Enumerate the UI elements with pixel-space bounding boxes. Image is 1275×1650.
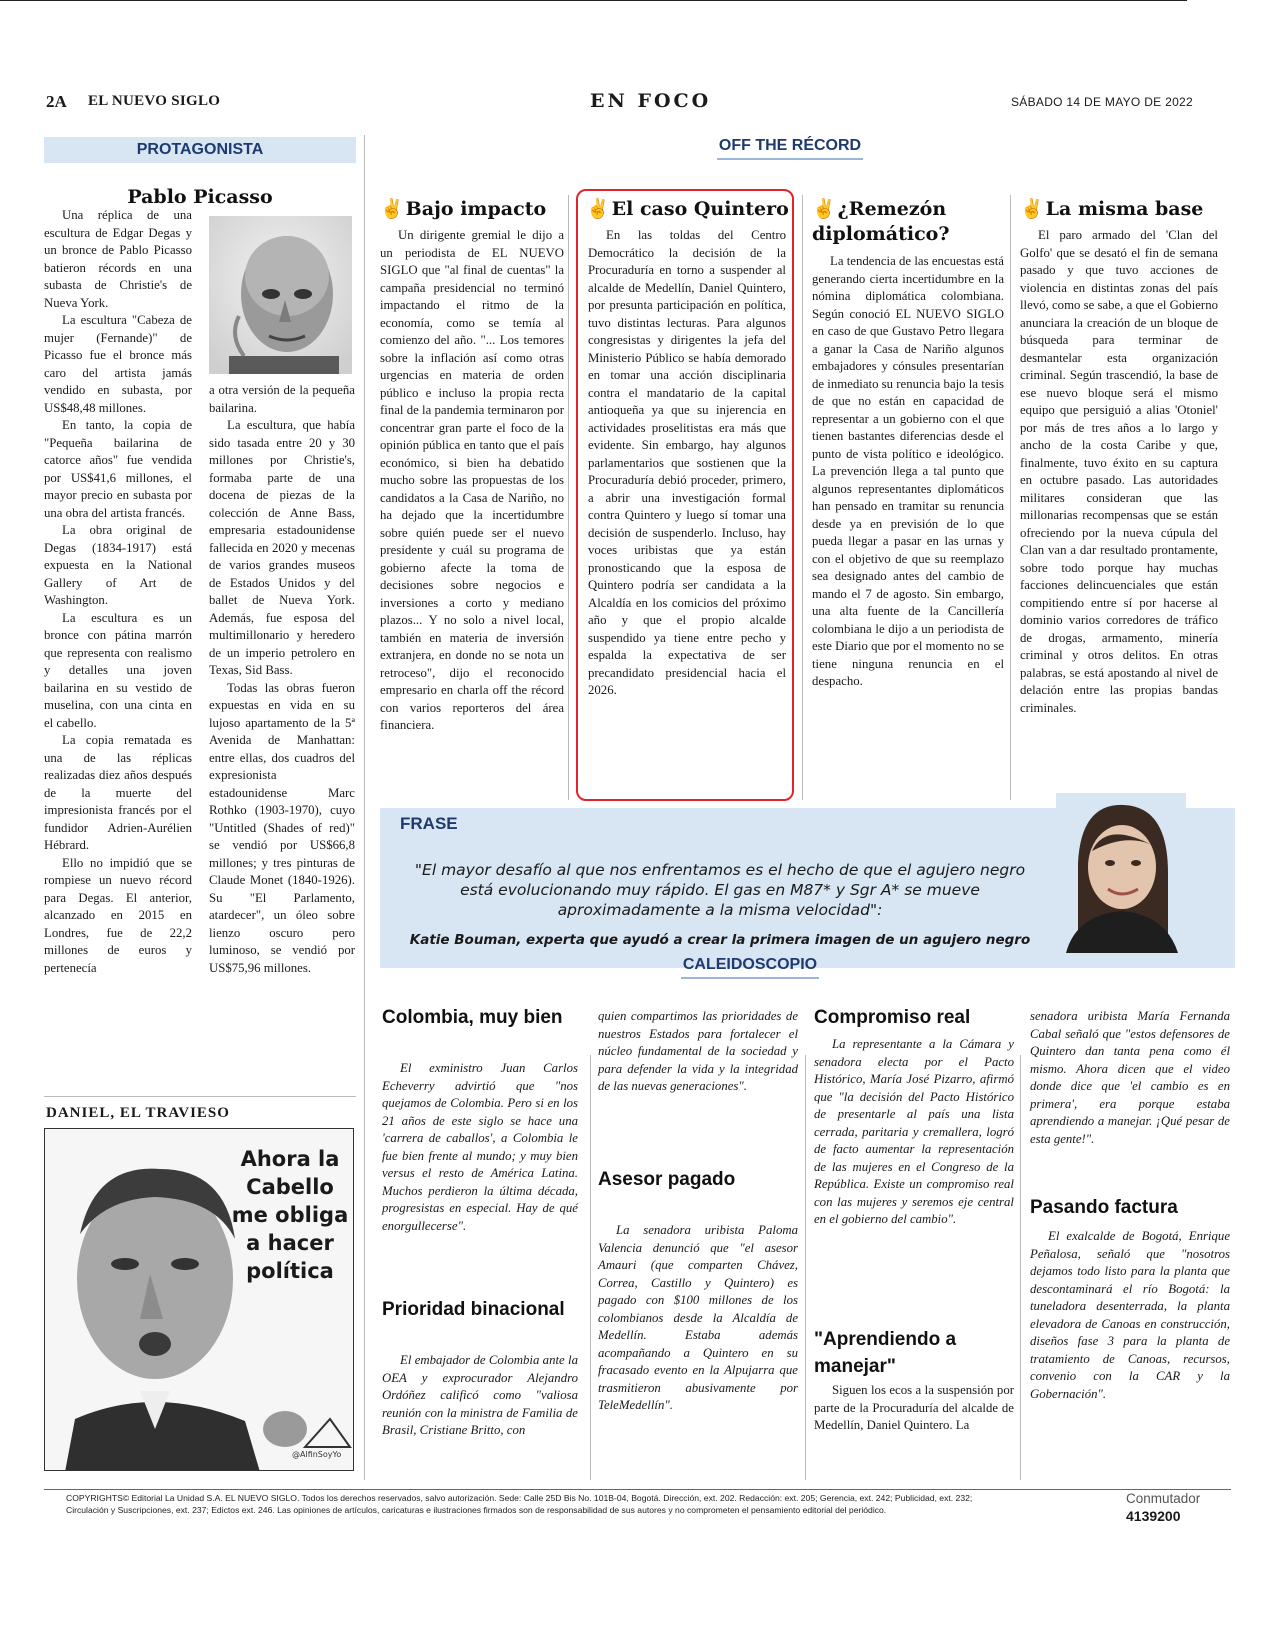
paragraph: En tanto, la copia de "Pequeña bailarina de catorce años" fue vendida por US$41,6 millones, el mayor precio en subasta por una obra del artista francés. [44, 418, 192, 520]
column-divider [590, 1055, 591, 1480]
article-title-text: ¿Remezón diplomático? [812, 198, 950, 245]
highlight-box [576, 189, 794, 801]
frase-quote: "El mayor desafío al que nos enfrentamos es el hecho de que el agujero negro está evolucionando muy rápido. El gas en M87* y Sgr A* se mueve aproximadamente a la misma velocidad": [414, 861, 1026, 919]
picasso-photo [209, 216, 352, 374]
peace-hand-icon: ✌ [380, 198, 404, 220]
section-divider [44, 1096, 356, 1097]
protagonista-col1 [44, 207, 192, 977]
article-title-text: El caso Quintero [611, 198, 789, 220]
cal-body-cabal [1030, 1008, 1230, 1148]
cal-body-compromiso [814, 1036, 1014, 1229]
protagonista-title: Pablo Picasso [127, 186, 273, 208]
paragraph: La copia rematada es una de las réplicas realizadas diez años después de la muerte del impresionista francés por el fundidor Adrien-Aurélien Hébrard. [44, 733, 192, 852]
paragraph: La escultura es un bronce con pátina marrón que representa con realismo y detalles una joven bailarina en su vestido de muselina, con una cinta en el cabello. [44, 610, 192, 730]
paragraph: Una réplica de una escultura de Edgar Degas y un bronce de Pablo Picasso batieron récords en una subasta de Christie's de Nueva York. [44, 208, 192, 310]
conmutador-number: 4139200 [1126, 1508, 1181, 1524]
section-title: EN FOCO [590, 90, 712, 112]
paragraph: Ello no impidió que se rompiese un nuevo récord para Degas. El anterior, alcanzado en 2015 en Londres, fue de 22,2 millones de euros y pertenecía [44, 855, 192, 975]
cartoon-speech: Ahora la Cabello me obliga a hacer política [231, 1147, 349, 1283]
footer-line: COPYRIGHTS© Editorial La Unidad S.A. EL NUEVO SIGLO. Todos los derechos reservados, salvo autorización. Sede: Calle 25D Bis No. 101B-04, Bogotá. Dirección, ext. 202. Redacción: ext. 205; Gerencia, ext. 242; Publicidad, ext. 232; [66, 1493, 973, 1503]
cal-body-aprendiendo [814, 1382, 1014, 1435]
conmutador-label: Conmutador [1126, 1491, 1201, 1506]
header-rule [0, 0, 1187, 1]
protagonista-label: PROTAGONISTA [44, 137, 356, 163]
cartoon-label: DANIEL, EL TRAVIESO [46, 1105, 230, 1121]
paragraph: La escultura "Cabeza de mujer (Fernande)" de Picasso fue el bronce más caro del artista jamás vendido en subasta, por US$48,48 millones. [44, 313, 192, 415]
newspaper-name: EL NUEVO SIGLO [88, 93, 221, 109]
cal-body-colombia [382, 1060, 578, 1235]
paragraph: La tendencia de las encuestas está generando cierta incertidumbre en la nómina diplomática colombiana. Según conoció EL NUEVO SIGLO en caso de que Gustavo Petro llegara a ganar la Casa de Nariño algunos embajadores y cónsules presentarían de inmediato su renuncia bajo la tesis de que no están en capacidad de representar a un gobierno con el que tienen bastantes diferencias desde el punto de vista político e ideológico. La prevención llega a tal punto que algunos representantes diplomáticos han pensado en tramitar su renuncia desde ya en previsión de lo que pueda llegar a pasar en las urnas y con el objetivo de que su reemplazo sea designado antes del cambio de mando el 7 de agosto. Sin embargo, una alta fuente de la Cancillería colombiana le dijo a un periodista de este Diario que por el momento no se tiene ninguna renuncia en el despacho. [812, 254, 1004, 688]
cal-title-aprendiendo: "Aprendiendo a manejar" [814, 1329, 957, 1377]
paragraph: senadora uribista María Fernanda Cabal señaló que "estos defensores de Quintero dan tanta pena como él mismo. Ahora dicen que el video donde dice que 'el cambio es en primera', era porque estaba aprendiendo a manejar. ¡Qué pesar de esta gente!". [1030, 1009, 1230, 1146]
cal-body-continued [598, 1008, 798, 1096]
peace-hand-icon: ✌ [812, 198, 836, 220]
footer-line: Circulación y Suscripciones, ext. 237; Edictos ext. 246. Las opiniones de artículos, caricaturas e ilustraciones firmados son de responsabilidad de sus autores y no comprometen el pensamiento editorial del periódico. [66, 1505, 887, 1515]
bouman-photo [1056, 793, 1186, 953]
paragraph: El paro armado del 'Clan del Golfo' que se desató el fin de semana pasado y que tuvo acciones de violencia en distintas zonas del país llevó, como se sabe, a que el Gobierno anunciara la creación de un bloque de búsqueda para terminar de desmantelar esta organización criminal. Según trascendió, la base de ese nuevo bloque será el mismo equipo que persiguió a alias 'Otoniel' por más de tres años a lo largo y ancho de la costa Caribe y que, finalmente, tuvo éxito en su captura en octubre pasado. Las autoridades militares consideran que las millonarias recompensas que se están ofreciendo por la nueva cúpula del Clan van a dar resultado prontamente, sobre todo porque hay muchas facciones delincuenciales que están compitiendo entre sí por hacerse al dominio varios corredores de tráfico de drogas, armamento, minería criminal y otros delitos. En otras palabras, se está apostando al nivel de delación entre las propias bandas criminales. [1020, 228, 1218, 715]
off-record-label-text: OFF THE RÉCORD [717, 137, 863, 160]
paragraph: quien compartimos las prioridades de nuestros Estados para fortalecer el núcleo fundamental de la sociedad y para defender la vida y la integridad de las nuevas generaciones". [598, 1009, 798, 1093]
article-title-misma-base [1020, 197, 1230, 222]
paragraph: El embajador de Colombia ante la OEA y exprocurador Alejandro Ordóñez calificó como "valiosa reunión con la ministra de Familia de Brasil, Cristiane Britto, con [382, 1353, 578, 1437]
cal-body-asesor [598, 1222, 798, 1415]
issue-date: SÁBADO 14 DE MAYO DE 2022 [1010, 95, 1193, 109]
frase-attribution: Katie Bouman, experta que ayudó a crear la primera imagen de un agujero negro [409, 932, 1031, 948]
column-divider [802, 195, 803, 800]
cal-title-asesor: Asesor pagado [598, 1169, 736, 1190]
cal-body-pasando [1030, 1228, 1230, 1403]
column-divider [1020, 1055, 1021, 1480]
page-number: 2A [46, 92, 67, 111]
cal-title-prioridad: Prioridad binacional [382, 1299, 565, 1320]
frase-label: FRASE [400, 814, 458, 833]
paragraph: Un dirigente gremial le dijo a un periodista de EL NUEVO SIGLO que "al final de cuentas" la campaña presidencial no terminó impactando el ritmo de la economía, como se temía al comienzo del año. "... Los temores sobre la inflación así como otras urgencias en materia de orden público e incluso la propia recta final de la pandemia terminaron por concentrar gran parte el foco de la opinión pública en tanto que el país económico, si bien ha debatido mucho sobre las propuestas de los candidatos a la Casa de Nariño, no ha dejado que la incertidumbre sobre quién puede ser el nuevo presidente y cuál su programa de gobierno afecte la toma de decisiones sobre negocios e inversiones a corto y mediano plazos... Y no solo a nivel local, también en materia de inversión extranjera, en donde no se nota un retroceso", dijo el reconocido empresario en charla off the récord con varios reporteros del área financiera. [380, 228, 564, 732]
peace-hand-icon: ✌ [586, 198, 610, 220]
article-title-bajo-impacto [380, 197, 570, 222]
paragraph: El exministro Juan Carlos Echeverry advirtió que "nos quejamos de Colombia. Pero si en los 21 años de este siglo se hace una 'carrera de caballos', a Colombia le fue bien frente al mundo; y muy bien versus el resto de América Latina. Muchos perdieron la última década, progresistas en especial. Hay de qué enorgullecerse". [382, 1061, 578, 1233]
article-title-text: Bajo impacto [405, 198, 547, 220]
caleidoscopio-label [660, 956, 840, 979]
article-body-misma-base [1020, 227, 1218, 717]
paragraph: a otra versión de la pequeña bailarina. [209, 383, 355, 415]
article-title-remezon [812, 197, 1002, 247]
footer-rule [44, 1489, 1231, 1490]
footer-copyright [66, 1492, 1126, 1516]
cartoon-credit: @AlfinSoyYo [292, 1450, 342, 1459]
caleidoscopio-label-text: CALEIDOSCOPIO [681, 956, 819, 979]
paragraph: La obra original de Degas (1834-1917) está expuesta en la National Gallery of Art de Washington. [44, 523, 192, 607]
cal-title-compromiso: Compromiso real [814, 1007, 971, 1028]
off-record-label [700, 137, 880, 160]
article-title-text: La misma base [1045, 198, 1204, 220]
paragraph: Todas las obras fueron expuestas en vida en su lujoso apartamento de la 5ª Avenida de Manhattan: entre ellas, dos cuadros del expresionista estadounidense Marc Rothko (1903-1970), cuyo "Untitled (Shades of red)" se vendió por US$66,8 millones; y tres pinturas de Claude Monet (1840-1926). Su "El Parlamento, atardecer", un óleo sobre lienzo oscuro pero luminoso, se vendió por US$75,96 millones. [209, 680, 355, 975]
paragraph: Siguen los ecos a la suspensión por parte de la Procuraduría del alcalde de Medellín, Daniel Quintero. La [814, 1383, 1014, 1432]
protagonista-col2 [209, 382, 355, 977]
column-divider [364, 135, 365, 1480]
column-divider [805, 1055, 806, 1480]
paragraph: La escultura, que había sido tasada entre 20 y 30 millones por Christie's, formaba parte de una docena de piezas de la colección de Anne Bass, empresaria estadounidense fallecida en 2020 y mecenas de varios grandes museos de Estados Unidos y del ballet de Nueva York. Además, fue esposa del multimillonario y heredero de un imperio petrolero en Texas, Sid Bass. [209, 418, 355, 677]
paragraph: La senadora uribista Paloma Valencia denunció que "el asesor Amauri (que comparten Chávez, Correa, Castillo y Quintero) es pagado con $100 millones de los colombianos desde la Alcaldía de Medellín. Estaba además acompañando a Quintero en su fracasado evento en la Alpujarra que trasmitieron abusivamente por TeleMedellín". [598, 1223, 798, 1412]
peace-hand-icon: ✌ [1020, 198, 1044, 220]
column-divider [568, 195, 569, 800]
article-body-bajo-impacto [380, 227, 564, 735]
cal-title-colombia: Colombia, muy bien [382, 1007, 563, 1028]
column-divider [1010, 195, 1011, 800]
paragraph: El exalcalde de Bogotá, Enrique Peñalosa, señaló que "nosotros dejamos todo listo para la planta que descontaminará el río Bogotá: la tuneladora desenterrada, la planta elevadora de Canoas en construcción, diseños fase 3 para la planta de tratamiento de Canoas, recursos, convenio con la CAR y la Gobernación". [1030, 1229, 1230, 1401]
paragraph: En las toldas del Centro Democrático la decisión de la Procuraduría en torno a suspender al alcalde de Medellín, Daniel Quintero, por presunta participación en política, tuvo distintas lecturas. Para algunos congresistas y dirigentes la jefa del Ministerio Público se había demorado en tomar una acción disciplinaria contra el mandatario de la capital antioqueña ya que su injerencia en actividades proselitistas era más que evidente. Sin embargo, hay algunos parlamentarios que sostienen que la Procuraduría debió proceder, primero, a abrir una investigación formal contra Quintero y luego sí tomar una decisión de suspenderlo. Incluso, hay voces uribistas que ya están pronosticando que la esposa de Quintero podría ser candidata a la Alcaldía en los comicios del próximo año y que el propio alcalde suspendido ya tiene entre pecho y espalda la expectativa de ser precandidato presidencial hacia el 2026. [588, 228, 786, 697]
cal-title-pasando: Pasando factura [1030, 1197, 1178, 1218]
cal-body-prioridad [382, 1352, 578, 1440]
article-body-remezon [812, 253, 1004, 691]
paragraph: La representante a la Cámara y senadora electa por el Pacto Histórico, María José Pizarro, afirmó que "la decisión del Pacto Histórico de presentarle al país una lista cerrada, paritaria y cremallera, logró de facto aumentar la representación de las mujeres en el Congreso de la República. Existe un compromiso real con las mujeres y seremos eje central en el gobierno del cambio". [814, 1037, 1014, 1226]
